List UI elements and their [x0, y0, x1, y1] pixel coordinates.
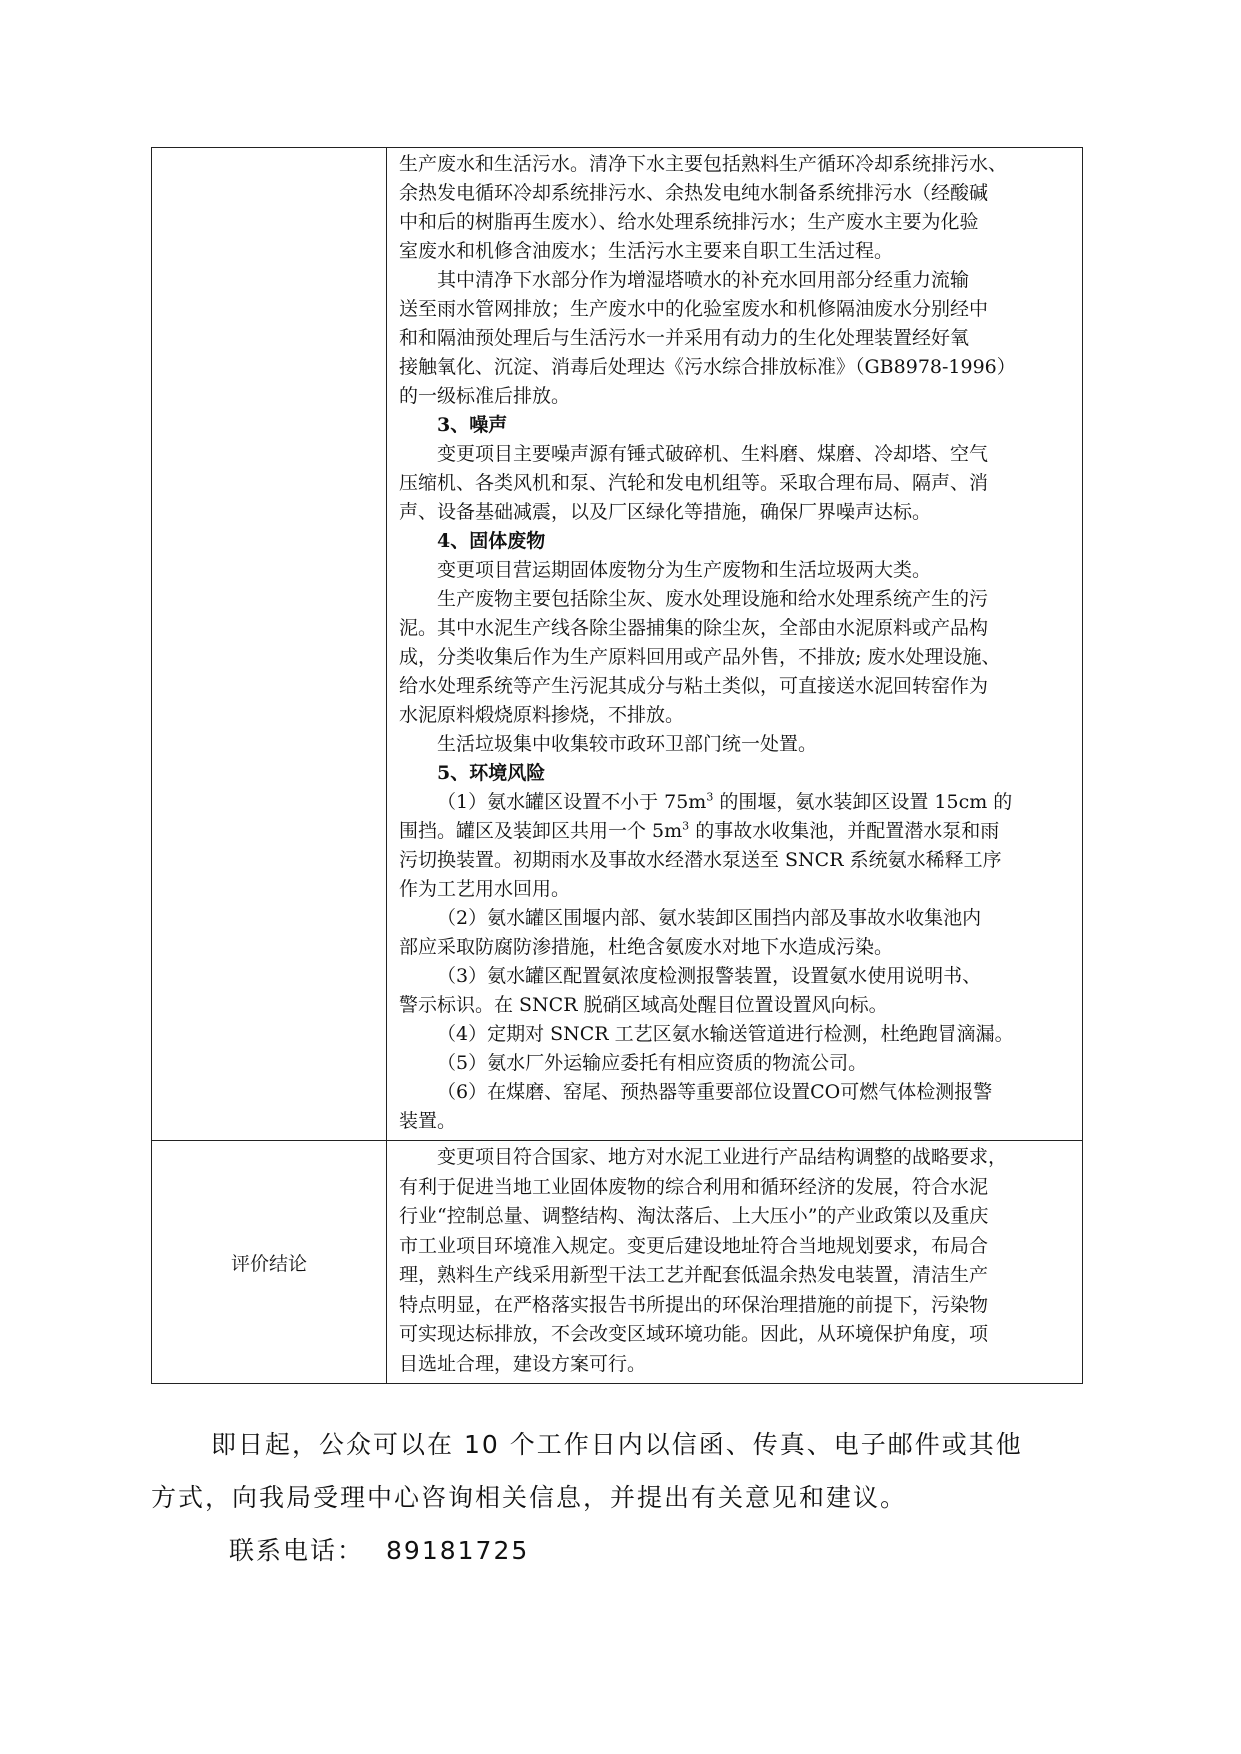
text-line: 装置。 [399, 1110, 457, 1132]
text-span: 围挡。罐区及装卸区共用一个 5m [399, 820, 683, 842]
section-heading-env-risk: 5、环境风险 [437, 762, 546, 784]
text-line: 接触氧化、沉淀、消毒后处理达《污水综合排放标准》（GB8978-1996） [399, 356, 1016, 378]
contact-phone[interactable]: 89181725 [386, 1536, 530, 1565]
measures-content [387, 148, 1083, 1141]
notice-line-1: 即日起，公众可以在 10 个工作日内以信函、传真、电子邮件或其他 [211, 1430, 1023, 1459]
text-line: 理，熟料生产线采用新型干法工艺并配套低温余热发电装置，清洁生产 [399, 1264, 989, 1286]
text-line: 其中清净下水部分作为增湿塔喷水的补充水回用部分经重力流输 [437, 269, 970, 291]
row-label-empty [152, 148, 387, 1141]
table-row-conclusion [152, 1141, 1083, 1384]
conclusion-content [387, 1141, 1083, 1384]
text-line: 作为工艺用水回用。 [399, 878, 571, 900]
text-line: 水泥原料煅烧原料掺烧，不排放。 [399, 704, 685, 726]
text-line: 有利于促进当地工业固体废物的综合利用和循环经济的发展，符合水泥 [399, 1175, 989, 1198]
superscript: 3 [706, 790, 714, 804]
contact-line [229, 1531, 1161, 1567]
section-heading-noise: 3、噪声 [437, 414, 508, 436]
text-line: 送至雨水管网排放；生产废水中的化验室废水和机修隔油废水分别经中 [399, 298, 989, 320]
text-line: 中和后的树脂再生废水）、给水处理系统排污水；生产废水主要为化验 [399, 211, 979, 233]
text-line: 压缩机、各类风机和泵、汽轮和发电机组等。采取合理布局、隔声、消 [399, 472, 989, 494]
text-line: 变更项目主要噪声源有锤式破碎机、生料磨、煤磨、冷却塔、空气 [437, 443, 989, 465]
text-line: 生产废物主要包括除尘灰、废水处理设施和给水处理系统产生的污 [437, 588, 989, 610]
table-row-measures [152, 148, 1083, 1141]
text-line [399, 788, 1072, 817]
conclusion-label: 评价结论 [152, 1141, 387, 1384]
notice-line-2: 方式，向我局受理中心咨询相关信息，并提出有关意见和建议。 [151, 1483, 908, 1512]
text-line: （4）定期对 SNCR 工艺区氨水输送管道进行检测，杜绝跑冒滴漏。 [437, 1023, 1014, 1045]
superscript: 3 [682, 819, 690, 833]
text-line: 的一级标准后排放。 [399, 385, 571, 407]
text-line: 和和隔油预处理后与生活污水一并采用有动力的生化处理装置经好氧 [399, 327, 970, 349]
text-span: 的围堰，氨水装卸区设置 15cm 的 [713, 791, 1013, 813]
text-line: 生活垃圾集中收集较市政环卫部门统一处置。 [437, 733, 818, 755]
text-line: 室废水和机修含油废水；生活污水主要来自职工生活过程。 [399, 240, 894, 262]
text-line: 变更项目符合国家、地方对水泥工业进行产品结构调整的战略要求， [437, 1146, 1008, 1168]
text-line: （2）氨水罐区围堰内部、氨水装卸区围挡内部及事故水收集池内 [437, 907, 982, 929]
text-line: 行业“控制总量、调整结构、淘汰落后、上大压小”的产业政策以及重庆 [399, 1205, 989, 1227]
text-line: 泥。其中水泥生产线各除尘器捕集的除尘灰，全部由水泥原料或产品构 [399, 617, 989, 639]
text-line: 给水处理系统等产生污泥其成分与粘土类似，可直接送水泥回转窑作为 [399, 675, 989, 697]
text-line: 部应采取防腐防渗措施，杜绝含氨废水对地下水造成污染。 [399, 936, 894, 958]
text-line: 可实现达标排放，不会改变区域环境功能。因此，从环境保护角度，项 [399, 1323, 989, 1345]
text-line: 污切换装置。初期雨水及事故水经潜水泵送至 SNCR 系统氨水稀释工序 [399, 849, 1002, 871]
text-line [399, 817, 1072, 846]
text-line: 声、设备基础减震，以及厂区绿化等措施，确保厂界噪声达标。 [399, 501, 932, 523]
text-line: （6）在煤磨、窑尾、预热器等重要部位设置CO可燃气体检测报警 [437, 1081, 993, 1103]
text-line: （5）氨水厂外运输应委托有相应资质的物流公司。 [437, 1052, 868, 1074]
text-span: （1）氨水罐区设置不小于 75m [437, 791, 707, 813]
section-heading-solid-waste: 4、固体废物 [437, 530, 546, 552]
text-line: 市工业项目环境准入规定。变更后建设地址符合当地规划要求，布局合 [399, 1234, 989, 1257]
text-line: 变更项目营运期固体废物分为生产废物和生活垃圾两大类。 [437, 559, 932, 581]
contact-label: 联系电话： [229, 1536, 365, 1565]
text-line: 警示标识。在 SNCR 脱硝区域高处醒目位置设置风向标。 [399, 994, 888, 1016]
text-line: 生产废水和生活污水。清净下水主要包括熟料生产循环冷却系统排污水、 [399, 153, 1008, 175]
evaluation-table [151, 147, 1083, 1384]
text-line: 成，分类收集后作为生产原料回用或产品外售，不排放; 废水处理设施、 [399, 646, 1001, 668]
text-line: 余热发电循环冷却系统排污水、余热发电纯水制备系统排污水（经酸碱 [399, 182, 989, 204]
text-line: （3）氨水罐区配置氨浓度检测报警装置，设置氨水使用说明书、 [437, 965, 982, 987]
text-line: 特点明显，在严格落实报告书所提出的环保治理措施的前提下，污染物 [399, 1293, 989, 1316]
text-span: 的事故水收集池，并配置潜水泵和雨 [689, 820, 1000, 842]
text-line: 目选址合理，建设方案可行。 [399, 1352, 647, 1375]
